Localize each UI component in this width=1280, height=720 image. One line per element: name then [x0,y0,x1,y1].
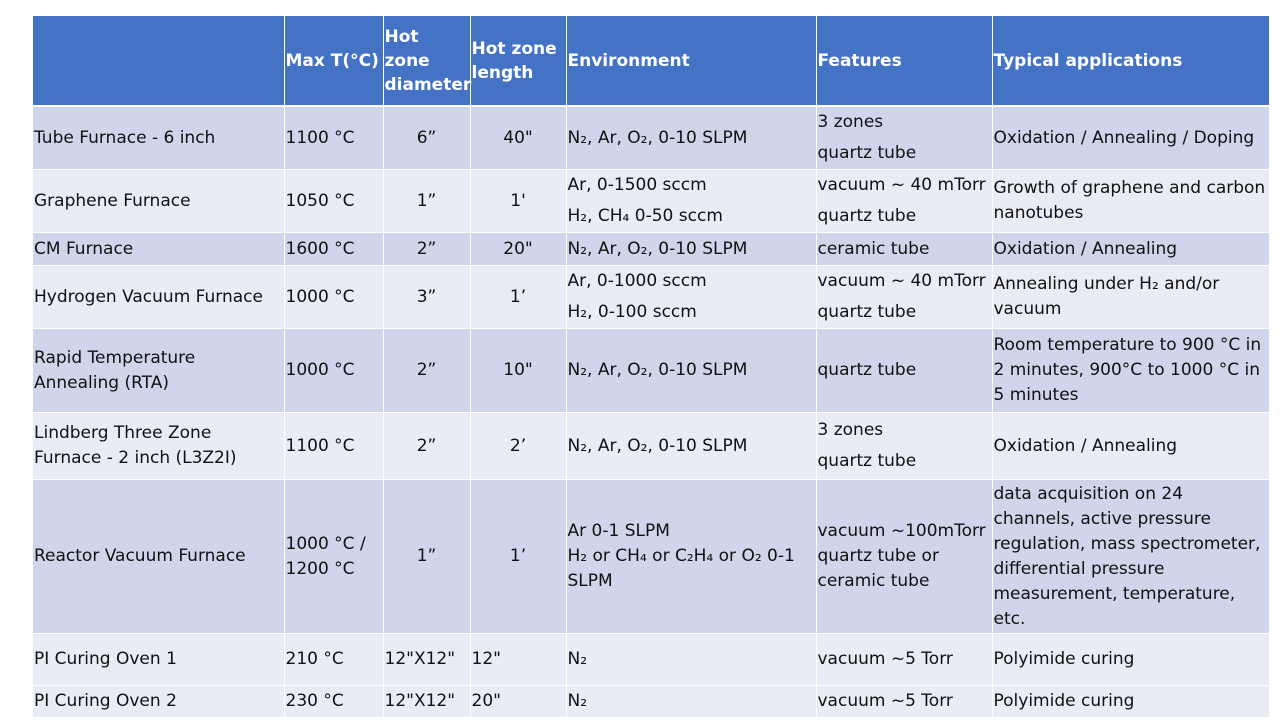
features [816,233,992,266]
hot-zone-length: 10" [470,329,566,413]
features [816,634,992,686]
hot-zone-diameter: 12"X12" [383,686,470,718]
environment-line: Ar 0-1 SLPM [567,521,670,541]
table-row [33,233,1269,266]
table-row [33,266,1269,329]
max-temperature: 1100 °C [284,413,383,480]
table-row [33,413,1269,480]
features [816,686,992,718]
header-max-t: Max T(°C) [284,16,383,106]
applications: Oxidation / Annealing / Doping [992,106,1269,170]
feature-line: 3 zones [817,112,884,132]
header-environment: Environment [566,16,816,106]
furnace-name: Lindberg Three Zone Furnace - 2 inch (L3Z2I) [33,413,284,480]
max-temperature: 1000 °C / 1200 °C [284,480,383,634]
features [816,106,992,170]
hot-zone-length: 20" [470,233,566,266]
hot-zone-diameter: 1” [383,480,470,634]
max-temperature: 230 °C [284,686,383,718]
feature-line: quartz tube [817,143,917,163]
feature-line: quartz tube [817,451,917,471]
feature-line: quartz tube [817,206,917,226]
table-row [33,634,1269,686]
furnace-name: PI Curing Oven 1 [33,634,284,686]
environment-line: H₂, CH₄ 0-50 sccm [567,206,723,226]
furnace-name: Rapid Temperature Annealing (RTA) [33,329,284,413]
environment [566,686,816,718]
environment-line: N₂ [567,691,588,711]
header-diameter: Hot zone diameter [383,16,470,106]
features [816,170,992,233]
environment-line: Ar, 0-1000 sccm [567,271,707,291]
environment-line: N₂, Ar, O₂, 0-10 SLPM [567,435,748,456]
feature-line: vacuum ~ 40 mTorr [817,175,986,195]
header-features: Features [816,16,992,106]
applications: Annealing under H₂ and/or vacuum [992,266,1269,329]
hot-zone-length: 2’ [470,413,566,480]
hot-zone-length: 40" [470,106,566,170]
hot-zone-diameter: 2” [383,329,470,413]
environment-line: Ar, 0-1500 sccm [567,175,707,195]
environment [566,266,816,329]
furnace-name: Reactor Vacuum Furnace [33,480,284,634]
feature-line: ceramic tube [817,238,930,259]
table-row [33,329,1269,413]
environment [566,634,816,686]
feature-line: quartz tube or ceramic tube [817,546,939,591]
header-length: Hot zone length [470,16,566,106]
hot-zone-diameter: 3” [383,266,470,329]
furnace-table [33,16,1269,718]
environment [566,413,816,480]
environment [566,329,816,413]
furnace-name: Graphene Furnace [33,170,284,233]
furnace-name: Tube Furnace - 6 inch [33,106,284,170]
feature-line: quartz tube [817,360,917,380]
applications: Polyimide curing [992,634,1269,686]
applications: Room temperature to 900 °C in 2 minutes, 900°C to 1000 °C in 5 minutes [992,329,1269,413]
environment [566,106,816,170]
furnace-name: Hydrogen Vacuum Furnace [33,266,284,329]
hot-zone-length: 20" [470,686,566,718]
table-row [33,480,1269,634]
features [816,266,992,329]
environment [566,233,816,266]
max-temperature: 1000 °C [284,266,383,329]
max-temperature: 1100 °C [284,106,383,170]
features [816,480,992,634]
furnace-name: PI Curing Oven 2 [33,686,284,718]
environment [566,480,816,634]
table-row [33,106,1269,170]
environment-line: H₂, 0-100 sccm [567,302,697,322]
table-row [33,686,1269,718]
hot-zone-diameter: 2” [383,233,470,266]
applications: data acquisition on 24 channels, active pressure regulation, mass spectrometer, differential pressure measurement, temperature, etc. [992,480,1269,634]
hot-zone-length: 1’ [470,480,566,634]
feature-line: vacuum ~100mTorr [817,521,986,541]
feature-line: vacuum ~5 Torr [817,649,953,669]
applications: Growth of graphene and carbon nanotubes [992,170,1269,233]
features [816,413,992,480]
environment-line: N₂ [567,649,588,669]
environment-line: N₂, Ar, O₂, 0-10 SLPM [567,360,748,380]
header-name [33,16,284,106]
hot-zone-diameter: 12"X12" [383,634,470,686]
applications: Oxidation / Annealing [992,233,1269,266]
features [816,329,992,413]
applications: Polyimide curing [992,686,1269,718]
header-row [33,16,1269,106]
hot-zone-diameter: 2” [383,413,470,480]
feature-line: quartz tube [817,302,917,322]
applications: Oxidation / Annealing [992,413,1269,480]
max-temperature: 210 °C [284,634,383,686]
hot-zone-diameter: 6” [383,106,470,170]
header-applications: Typical applications [992,16,1269,106]
table-row [33,170,1269,233]
environment-line: N₂, Ar, O₂, 0-10 SLPM [567,238,748,259]
environment [566,170,816,233]
hot-zone-diameter: 1” [383,170,470,233]
max-temperature: 1000 °C [284,329,383,413]
hot-zone-length: 1' [470,170,566,233]
hot-zone-length: 1’ [470,266,566,329]
furnace-name: CM Furnace [33,233,284,266]
environment-line: H₂ or CH₄ or C₂H₄ or O₂ 0-1 SLPM [567,546,795,591]
hot-zone-length: 12" [470,634,566,686]
max-temperature: 1050 °C [284,170,383,233]
environment-line: N₂, Ar, O₂, 0-10 SLPM [567,127,748,148]
max-temperature: 1600 °C [284,233,383,266]
feature-line: vacuum ~5 Torr [817,691,953,711]
feature-line: 3 zones [817,420,884,440]
feature-line: vacuum ~ 40 mTorr [817,271,986,291]
